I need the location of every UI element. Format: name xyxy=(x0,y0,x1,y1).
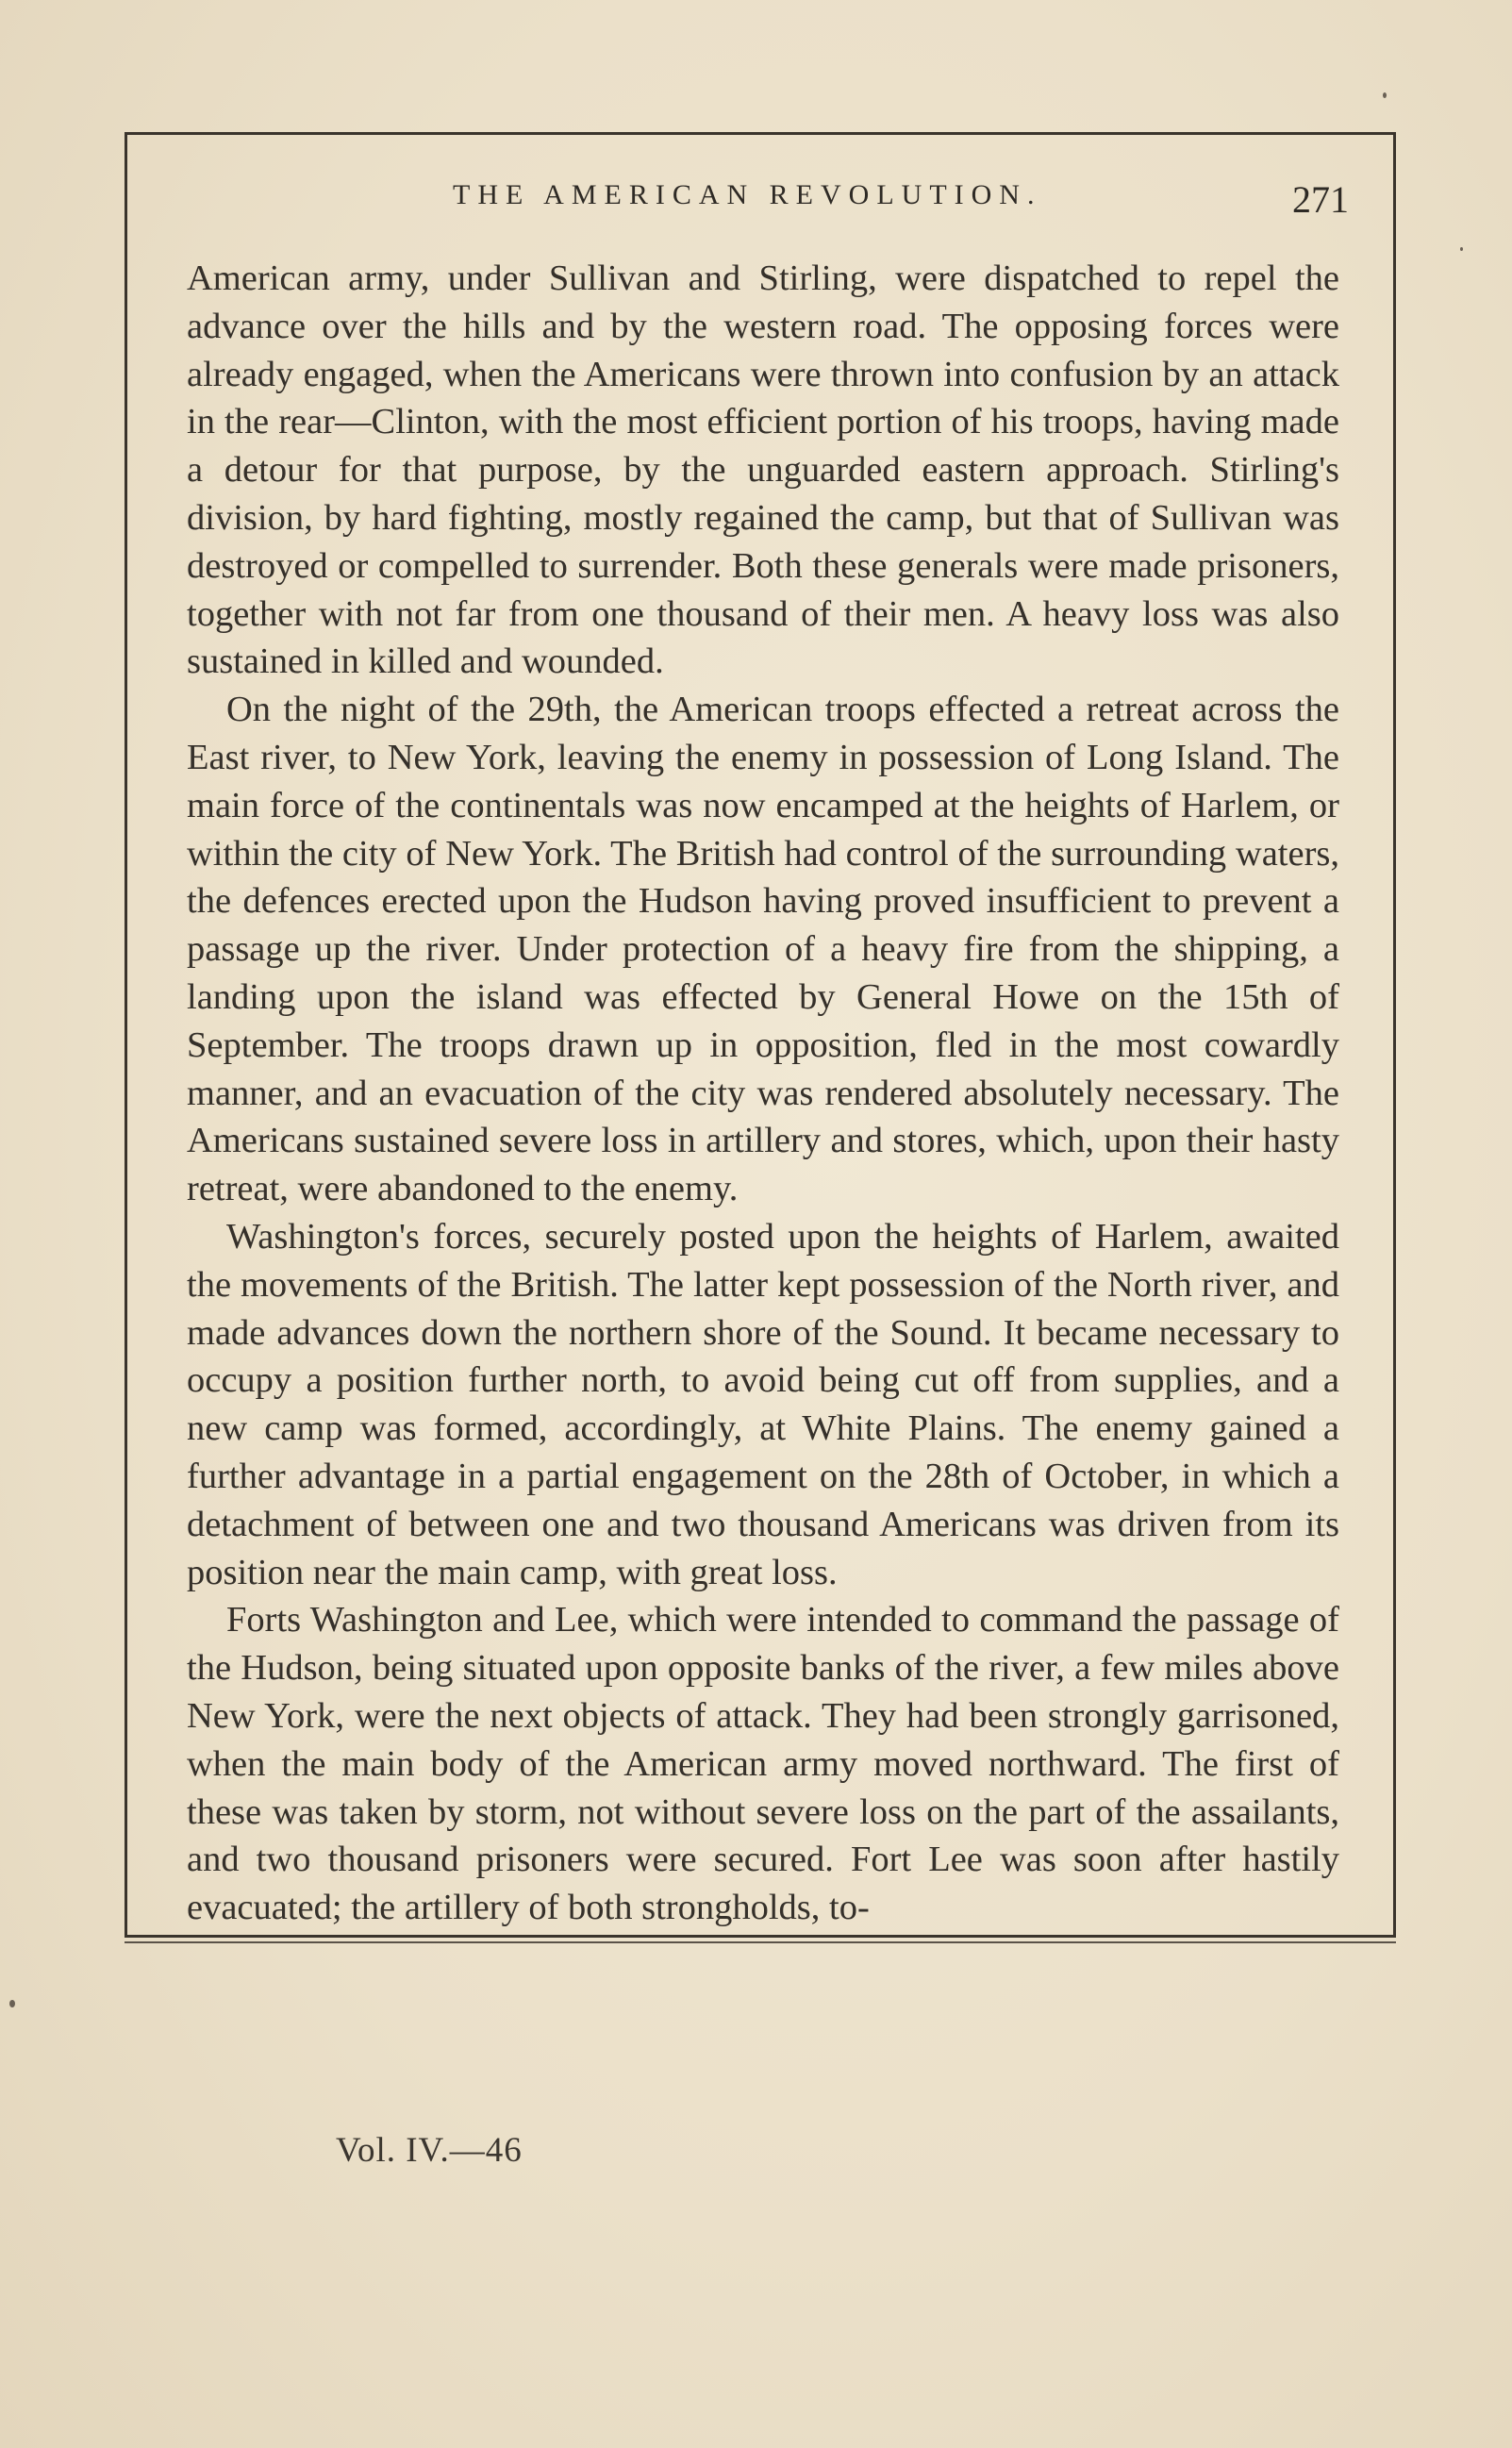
paragraph-4: Forts Washington and Lee, which were intended to command the passage of the Hudson, being situated upon opposite banks of the river, a few miles above New York, were the next objects of attack. They had been strongly garrisoned, when the main body of the American army moved northward. The first of these was taken by storm, not without severe loss on the part of the assailants, and two thousand prisoners were secured. Fort Lee was soon after hastily evacuated; the artillery of both strongholds, to- xyxy=(187,1600,1339,1928)
page-number: 271 xyxy=(1292,178,1349,221)
signature-mark: Vol. IV.—46 xyxy=(336,2131,523,2170)
paper-speck xyxy=(9,2000,15,2007)
running-title: THE AMERICAN REVOLUTION. xyxy=(453,179,1042,210)
paragraph-3: Washington's forces, securely posted upon the heights of Harlem, awaited the movements of the British. The latter kept possession of the North river, and made advances down the northern shore of the Sound. It became necessary to occupy a position further north, to avoid being cut off from supplies, and a new camp was formed, accordingly, at White Plains. The enemy gained a further advantage in a partial engagement on the 28th of October, in which a detachment of between one and two thousand Americans was driven from its position near the main camp, with great loss. xyxy=(187,1216,1339,1592)
body-text xyxy=(187,255,1339,1932)
paragraph-2: On the night of the 29th, the American troops effected a retreat across the East river, to New York, leaving the enemy in possession of Long Island. The main force of the continentals was now encamped at the heights of Harlem, or within the city of New York. The British had control of the surrounding waters, the defences erected upon the Hudson having proved insufficient to prevent a passage up the river. Under protection of a heavy fire from the shipping, a landing upon the island was effected by General Howe on the 15th of September. The troops drawn up in opposition, fled in the most cowardly manner, and an evacuation of the city was rendered absolutely necessary. The Americans sustained severe loss in artillery and stores, which, upon their hasty retreat, were abandoned to the enemy. xyxy=(187,690,1339,1209)
paper-speck xyxy=(1383,92,1387,98)
paper-speck xyxy=(1460,247,1463,251)
paragraph-1: American army, under Sullivan and Stirling, were dispatched to repel the advance over the hills and by the western road. The opposing forces were already engaged, when the Americans were thrown into confusion by an attack in the rear—Clinton, with the most efficient portion of his troops, having made a detour for that purpose, by the unguarded eastern approach. Stirling's division, by hard fighting, mostly regained the camp, but that of Sullivan was destroyed or compelled to surrender. Both these generals were made prisoners, together with not far from one thousand of their men. A heavy loss was also sustained in killed and wounded. xyxy=(187,258,1339,682)
page-border-shadow xyxy=(125,1941,1396,1943)
